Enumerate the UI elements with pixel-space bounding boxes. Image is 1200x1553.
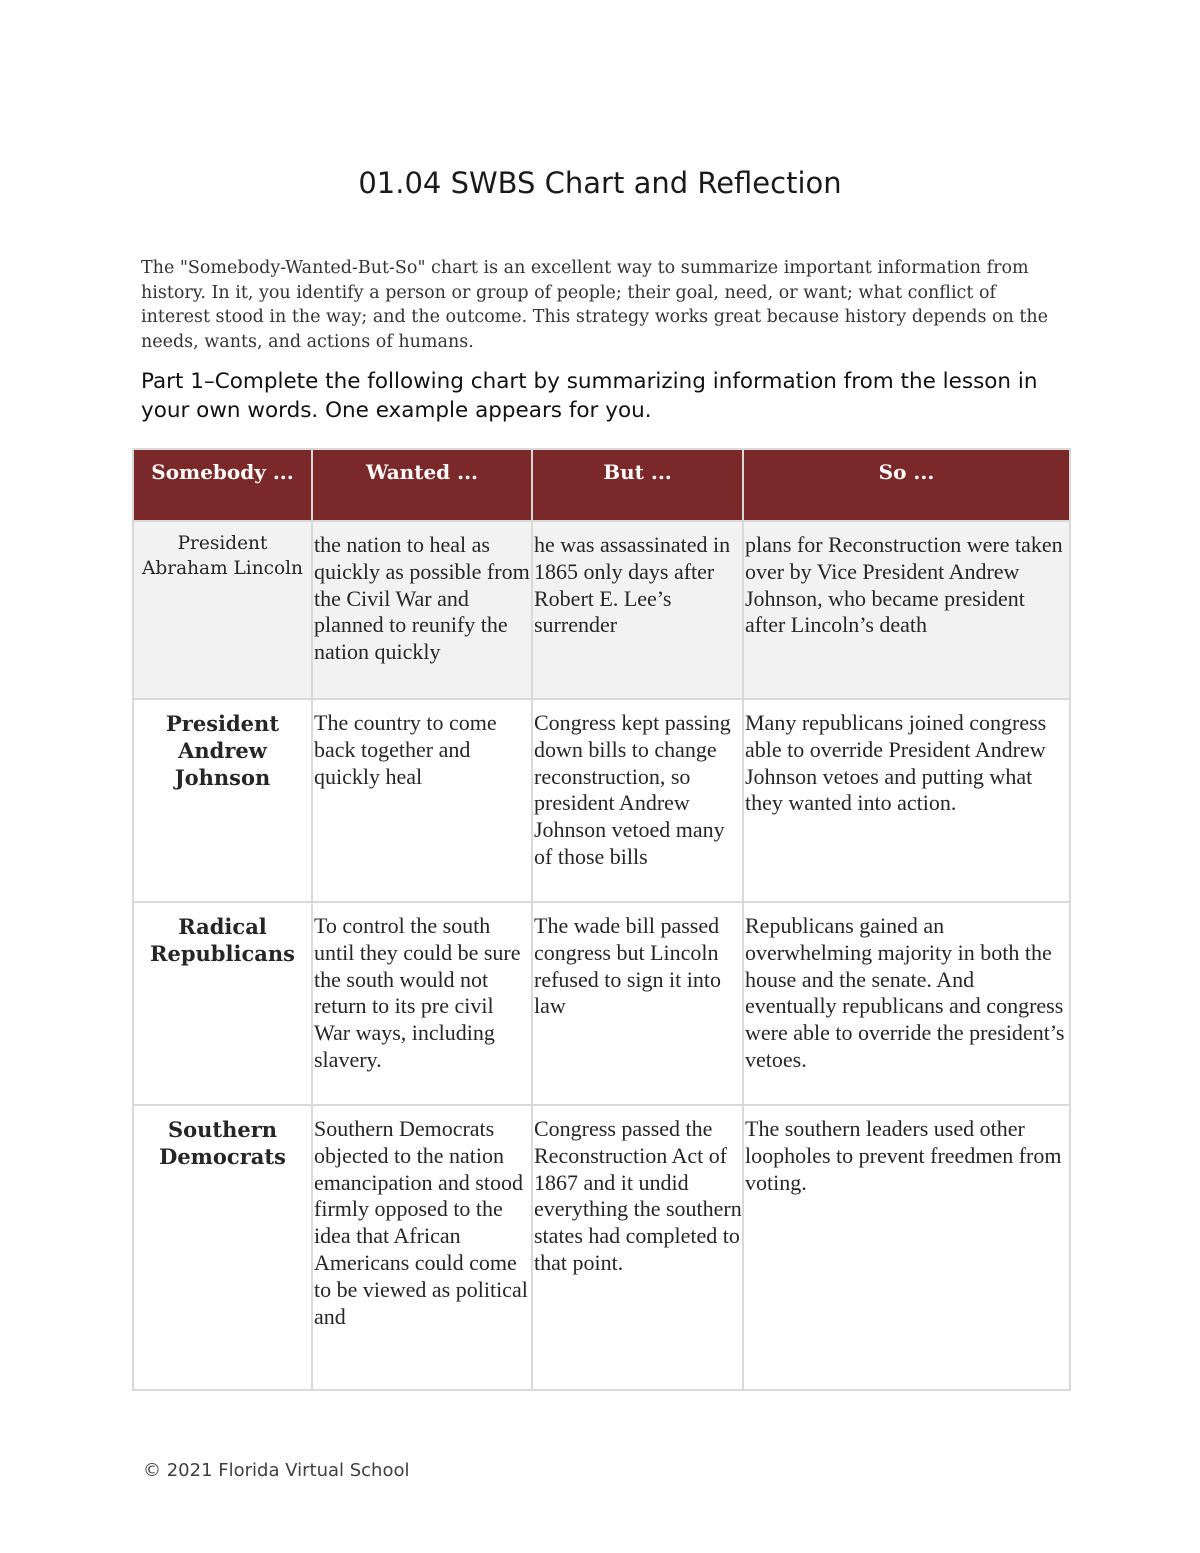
page-title: 01.04 SWBS Chart and Reflection: [358, 166, 842, 200]
cell-but[interactable]: Congress kept passing down bills to change reconstruction, so president Andrew Johnson vetoed many of those bills: [532, 699, 743, 902]
header-so: So ...: [743, 449, 1070, 521]
cell-so[interactable]: Republicans gained an overwhelming majority in both the house and the senate. And eventually republicans and congress were able to override the president’s vetoes.: [743, 902, 1070, 1105]
cell-somebody: Radical Republicans: [133, 902, 312, 1105]
copyright-footer: © 2021 Florida Virtual School: [143, 1460, 410, 1481]
header-wanted: Wanted ...: [312, 449, 532, 521]
cell-wanted[interactable]: Southern Democrats objected to the nation emancipation and stood firmly opposed to the idea that African Americans could come to be viewed as political and: [312, 1105, 532, 1390]
table-row-example: [133, 521, 1070, 699]
header-row: [133, 449, 1070, 521]
cell-but[interactable]: The wade bill passed congress but Lincoln refused to sign it into law: [532, 902, 743, 1105]
table-row: [133, 1105, 1070, 1390]
cell-somebody: Southern Democrats: [133, 1105, 312, 1390]
cell-so: plans for Reconstruction were taken over by Vice President Andrew Johnson, who became president after Lincoln’s death: [743, 521, 1070, 699]
intro-paragraph: The "Somebody-Wanted-But-So" chart is an excellent way to summarize important information from history. In it, you identify a person or group of people; their goal, need, or want; what conflict of interest stood in the way; and the outcome. This strategy works great because history depends on the needs, wants, and actions of humans.: [141, 258, 1049, 352]
table-row: [133, 699, 1070, 902]
swbs-chart: [132, 448, 1071, 1391]
cell-so[interactable]: Many republicans joined congress able to override President Andrew Johnson vetoes and putting what they wanted into action.: [743, 699, 1070, 902]
cell-but[interactable]: Congress passed the Reconstruction Act of 1867 and it undid everything the southern states had completed to that point.: [532, 1105, 743, 1390]
cell-wanted: the nation to heal as quickly as possible from the Civil War and planned to reunify the nation quickly: [312, 521, 532, 699]
cell-so[interactable]: The southern leaders used other loopholes to prevent freedmen from voting.: [743, 1105, 1070, 1390]
cell-somebody: President Andrew Johnson: [133, 699, 312, 902]
table-row: [133, 902, 1070, 1105]
header-somebody: Somebody ...: [133, 449, 312, 521]
cell-wanted[interactable]: The country to come back together and quickly heal: [312, 699, 532, 902]
cell-somebody: President Abraham Lincoln: [133, 521, 312, 699]
cell-but: he was assassinated in 1865 only days after Robert E. Lee’s surrender: [532, 521, 743, 699]
part1-heading: Part 1–Complete the following chart by summarizing information from the lesson in your own words. One example appears for you.: [141, 369, 1038, 423]
header-but: But ...: [532, 449, 743, 521]
cell-wanted[interactable]: To control the south until they could be sure the south would not return to its pre civil War ways, including slavery.: [312, 902, 532, 1105]
